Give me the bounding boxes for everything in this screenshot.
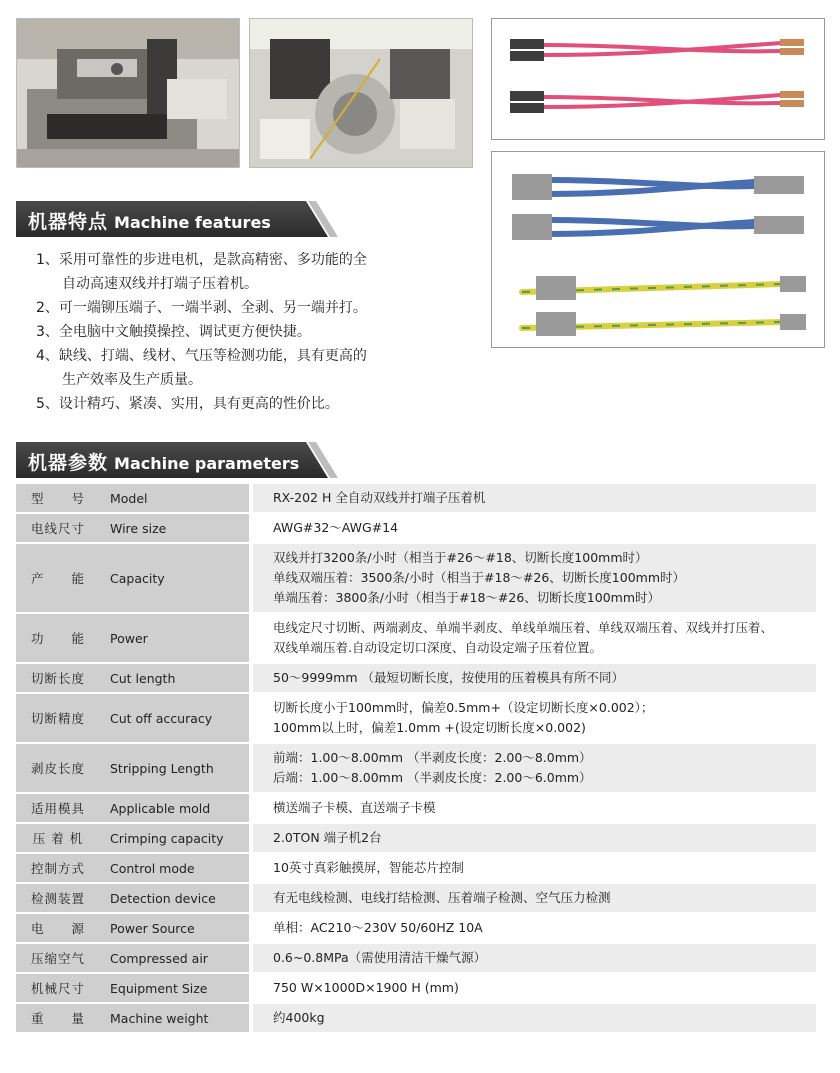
param-value	[253, 743, 816, 793]
sample-photo-blue-yellow-wires	[491, 151, 825, 348]
param-value	[253, 883, 816, 913]
param-label-cn: 剥皮长度	[16, 743, 100, 793]
param-value-line: 0.6~0.8MPa（需使用清洁干燥气源）	[273, 950, 487, 965]
param-label-cn: 电 源	[16, 913, 100, 943]
param-label-cn: 重 量	[16, 1003, 100, 1033]
param-value	[253, 943, 816, 973]
params-row	[16, 513, 816, 543]
param-value	[253, 973, 816, 1003]
features-title-en: Machine features	[114, 213, 271, 232]
param-label-cn: 产 能	[16, 543, 100, 613]
param-value-line: 后端：1.00～8.00mm （半剥皮长度：2.00～6.0mm）	[273, 770, 592, 785]
param-label-en: Detection device	[100, 883, 249, 913]
params-row	[16, 743, 816, 793]
param-label-cn: 切断精度	[16, 693, 100, 743]
param-label-en: Machine weight	[100, 1003, 249, 1033]
param-label-cn: 压缩空气	[16, 943, 100, 973]
param-value	[253, 693, 816, 743]
param-label-cn: 检测装置	[16, 883, 100, 913]
param-value	[253, 663, 816, 693]
params-row	[16, 613, 816, 663]
param-label-en: Wire size	[100, 513, 249, 543]
features-section-header	[16, 201, 338, 237]
param-label-cn: 压 着 机	[16, 823, 100, 853]
param-label-en: Applicable mold	[100, 793, 249, 823]
param-label-cn: 切断长度	[16, 663, 100, 693]
features-list	[36, 248, 456, 416]
param-value	[253, 853, 816, 883]
param-value-line: 750 W×1000D×1900 H (mm)	[273, 980, 459, 995]
sample-photo-red-wires	[491, 18, 825, 140]
param-value	[253, 613, 816, 663]
param-value-line: 电线定尺寸切断、两端剥皮、单端半剥皮、单线单端压着、单线双端压着、双线并打压着、	[273, 620, 774, 635]
params-table	[16, 484, 816, 1034]
params-title-en: Machine parameters	[114, 454, 300, 473]
params-row	[16, 1003, 816, 1033]
feature-item: 5、设计精巧、紧凑、实用，具有更高的性价比。	[36, 396, 339, 412]
features-title-cn: 机器特点	[28, 211, 109, 233]
param-value	[253, 513, 816, 543]
param-label-en: Model	[100, 484, 249, 513]
param-value-line: 双线并打3200条/小时（相当于#26～#18、切断长度100mm时）	[273, 550, 648, 565]
param-value	[253, 1003, 816, 1033]
params-title-cn: 机器参数	[28, 452, 109, 474]
params-row	[16, 543, 816, 613]
param-value-line: 10英寸真彩触摸屏，智能芯片控制	[273, 860, 464, 875]
param-value-line: 双线单端压着.自动设定切口深度、自动设定端子压着位置。	[273, 640, 602, 655]
param-value	[253, 823, 816, 853]
param-label-en: Crimping capacity	[100, 823, 249, 853]
params-row	[16, 484, 816, 513]
param-value-line: AWG#32～AWG#14	[273, 520, 399, 535]
feature-item: 1、采用可靠性的步进电机，是款高精密、多功能的全 自动高速双线并打端子压着机。	[36, 252, 367, 292]
param-label-en: Power	[100, 613, 249, 663]
param-value-line: 约400kg	[273, 1010, 325, 1025]
params-row	[16, 793, 816, 823]
machine-photo-wire-feeder	[249, 18, 473, 168]
param-value-line: 前端：1.00～8.00mm （半剥皮长度：2.00～8.0mm）	[273, 750, 592, 765]
machine-photo-crimp-head	[16, 18, 240, 168]
param-label-en: Capacity	[100, 543, 249, 613]
param-value	[253, 484, 816, 513]
feature-item: 2、可一端铆压端子、一端半剥、全剥、另一端并打。	[36, 300, 367, 316]
param-value-line: 单相：AC210～230V 50/60HZ 10A	[273, 920, 483, 935]
param-label-cn: 电线尺寸	[16, 513, 100, 543]
param-value-line: 单线双端压着：3500条/小时（相当于#18～#26、切断长度100mm时）	[273, 570, 685, 585]
param-value	[253, 913, 816, 943]
param-label-en: Power Source	[100, 913, 249, 943]
param-label-en: Control mode	[100, 853, 249, 883]
params-row	[16, 693, 816, 743]
param-value	[253, 793, 816, 823]
param-value-line: 单端压着：3800条/小时（相当于#18～#26、切断长度100mm时）	[273, 590, 660, 605]
param-value-line: 100mm以上时，偏差1.0mm +(设定切断长度×0.002)	[273, 720, 586, 735]
params-row	[16, 943, 816, 973]
param-value-line: 2.0TON 端子机2台	[273, 830, 382, 845]
params-row	[16, 853, 816, 883]
param-label-cn: 机械尺寸	[16, 973, 100, 1003]
param-value-line: 有无电线检测、电线打结检测、压着端子检测、空气压力检测	[273, 890, 611, 905]
param-label-cn: 功 能	[16, 613, 100, 663]
param-label-en: Compressed air	[100, 943, 249, 973]
params-row	[16, 883, 816, 913]
params-row	[16, 663, 816, 693]
param-label-en: Stripping Length	[100, 743, 249, 793]
feature-item: 3、全电脑中文触摸操控、调试更方便快捷。	[36, 324, 311, 340]
param-value-line: 50～9999mm （最短切断长度，按使用的压着模具有所不同）	[273, 670, 625, 685]
params-row	[16, 913, 816, 943]
param-label-en: Cut off accuracy	[100, 693, 249, 743]
feature-item: 4、缺线、打端、线材、气压等检测功能，具有更高的 生产效率及生产质量。	[36, 348, 367, 388]
params-section-header	[16, 442, 338, 478]
params-row	[16, 973, 816, 1003]
param-value	[253, 543, 816, 613]
param-label-cn: 适用模具	[16, 793, 100, 823]
param-label-cn: 控制方式	[16, 853, 100, 883]
param-label-en: Equipment Size	[100, 973, 249, 1003]
param-label-en: Cut length	[100, 663, 249, 693]
param-label-cn: 型 号	[16, 484, 100, 513]
params-row	[16, 823, 816, 853]
param-value-line: 切断长度小于100mm时，偏差0.5mm+（设定切断长度×0.002）；	[273, 700, 654, 715]
param-value-line: 横送端子卡模、直送端子卡模	[273, 800, 436, 815]
param-value-line: RX-202 H 全自动双线并打端子压着机	[273, 490, 486, 505]
